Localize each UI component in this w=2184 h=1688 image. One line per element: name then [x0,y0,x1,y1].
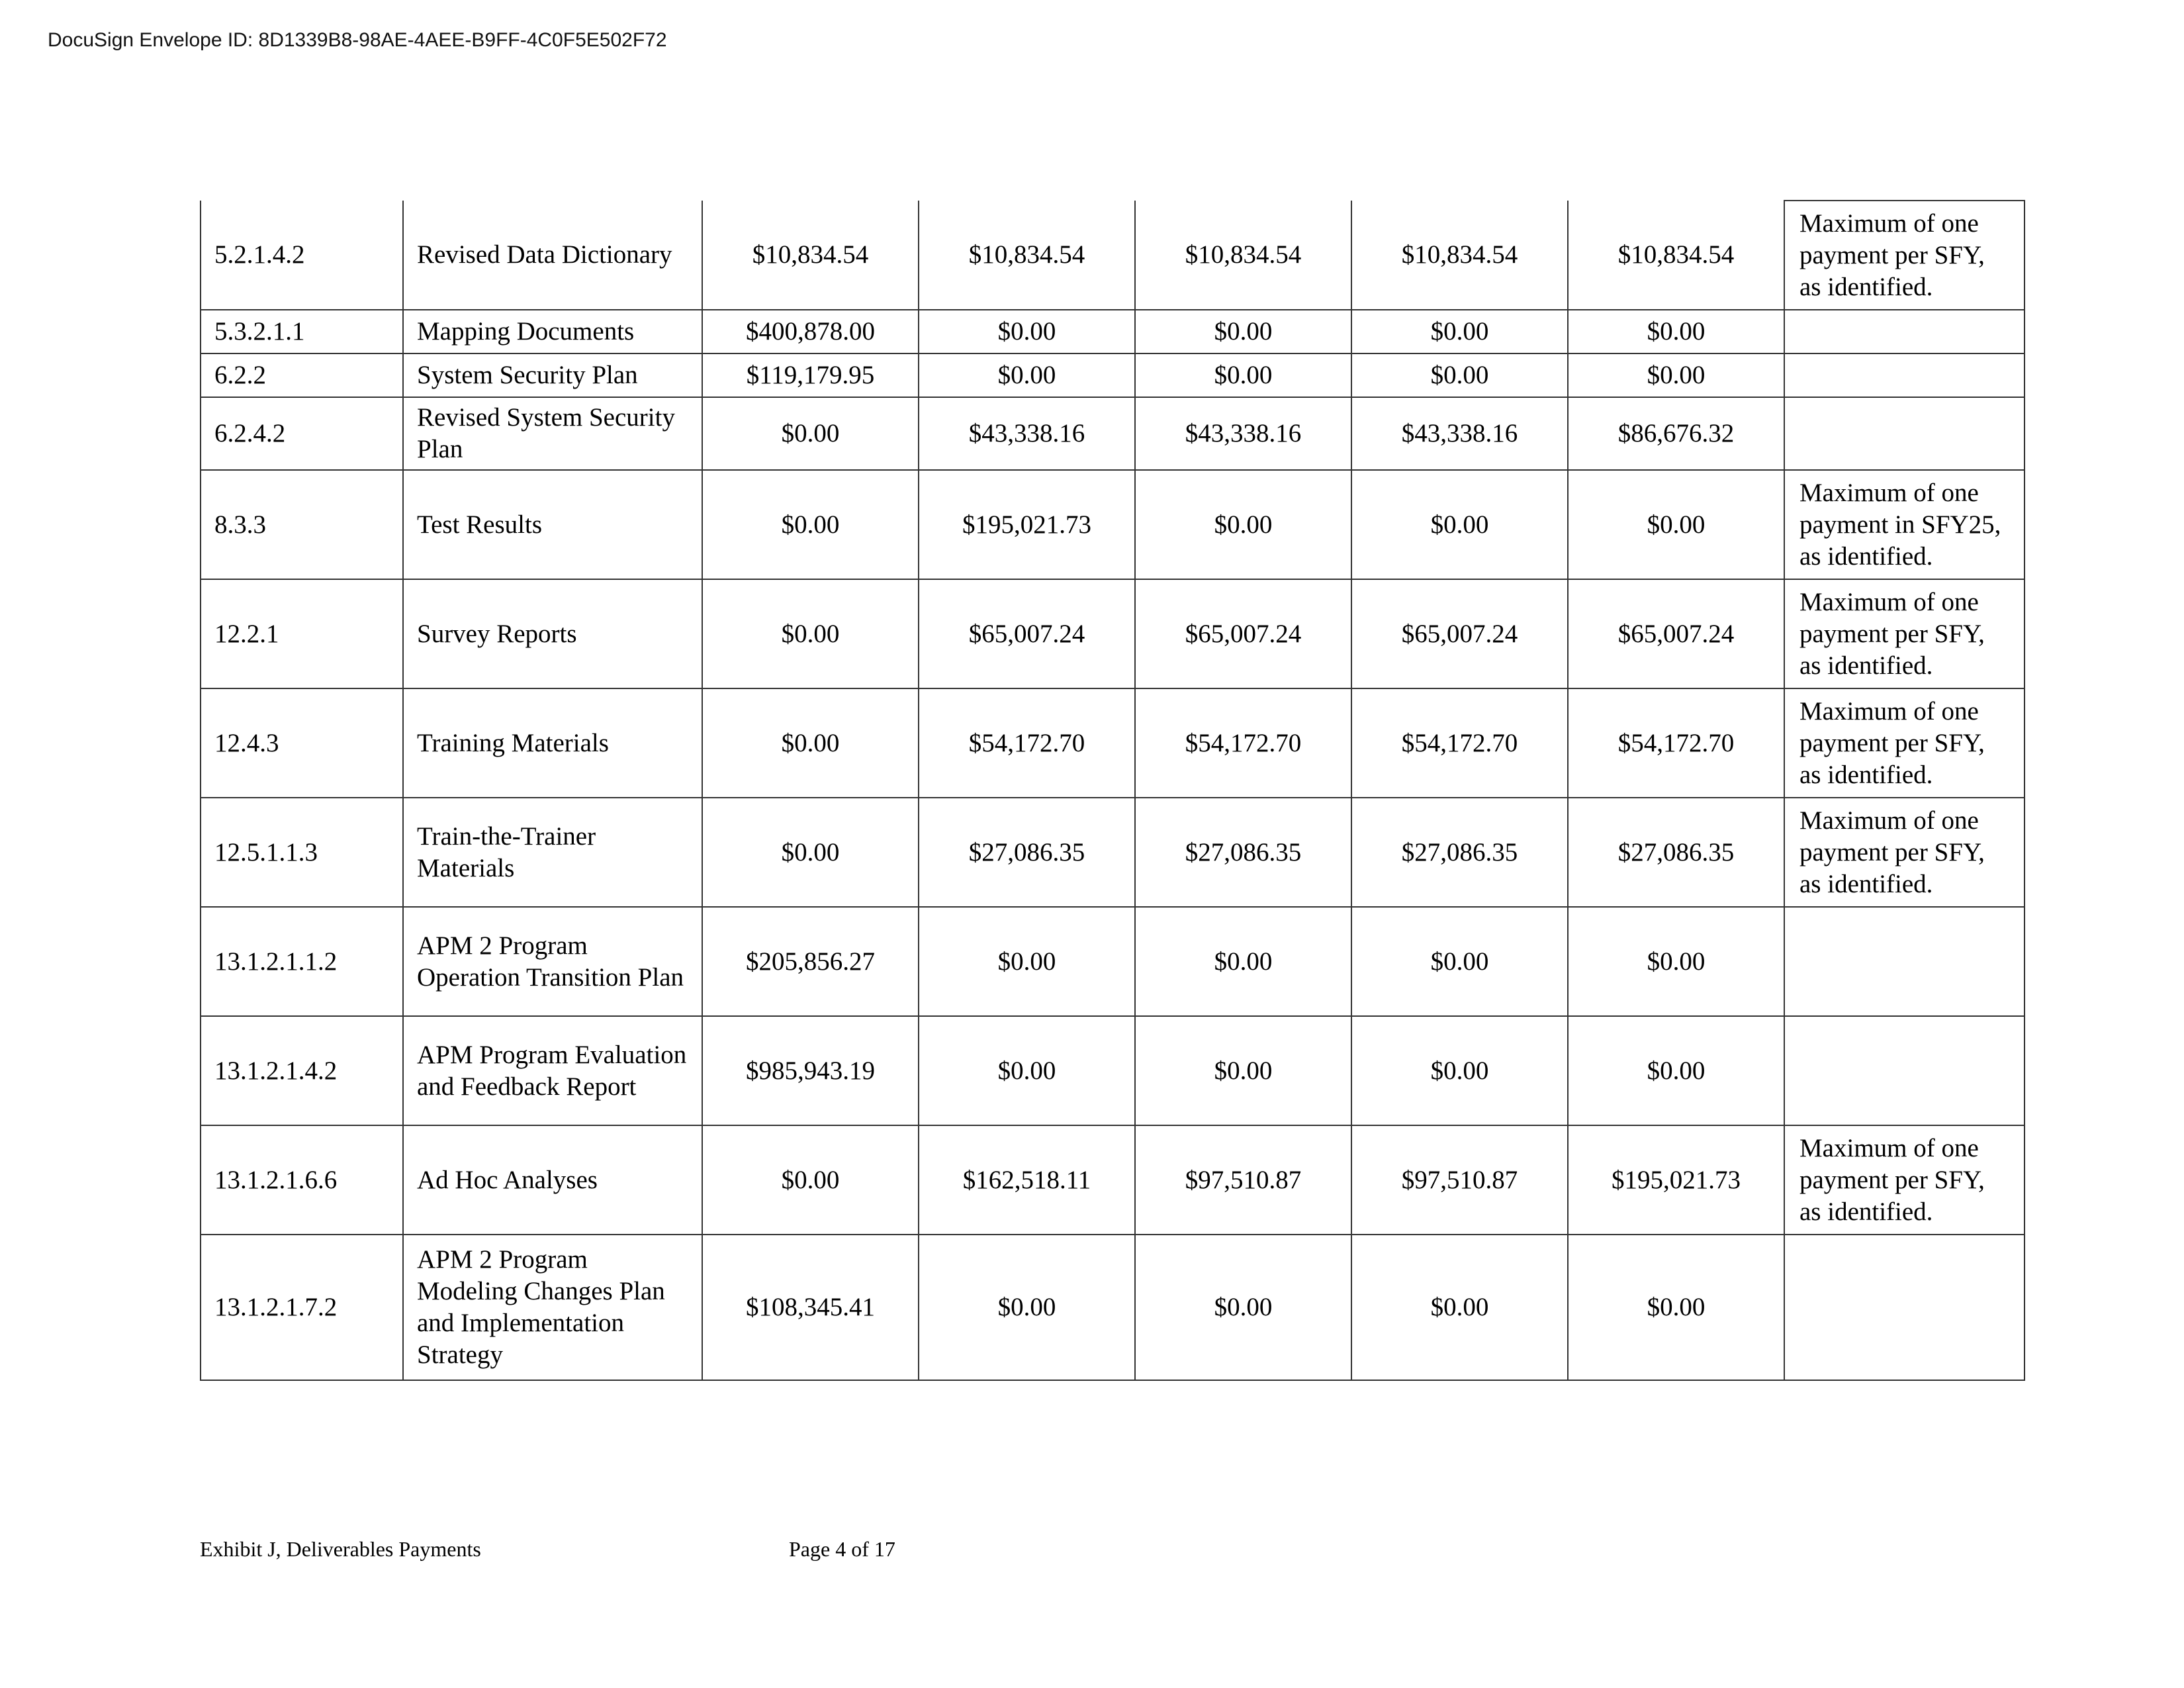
notes-cell [1784,1235,2025,1380]
table-row [201,579,2025,688]
notes-cell: Maximum of one payment per SFY, as identified. [1784,1125,2025,1235]
amount-cell: $65,007.24 [1351,579,1568,688]
deliverable-name-cell: Training Materials [403,688,702,798]
table-row [201,310,2025,353]
amount-cell: $10,834.54 [702,201,919,310]
notes-cell: Maximum of one payment per SFY, as identified. [1784,688,2025,798]
amount-cell: $0.00 [1568,353,1784,397]
footer-exhibit: Exhibit J, Deliverables Payments [200,1537,481,1561]
notes-cell [1784,907,2025,1016]
amount-cell: $195,021.73 [1568,1125,1784,1235]
amount-cell: $43,338.16 [1135,397,1351,470]
amount-cell: $0.00 [702,798,919,907]
amount-cell: $0.00 [1351,1235,1568,1380]
deliverable-id-cell: 5.3.2.1.1 [201,310,403,353]
deliverable-name-cell: Mapping Documents [403,310,702,353]
deliverable-name-cell: Test Results [403,470,702,579]
deliverable-id-cell: 5.2.1.4.2 [201,201,403,310]
amount-cell: $0.00 [702,579,919,688]
notes-cell [1784,353,2025,397]
notes-cell [1784,310,2025,353]
deliverable-name-cell: Survey Reports [403,579,702,688]
amount-cell: $0.00 [919,1016,1135,1125]
amount-cell: $0.00 [919,1235,1135,1380]
amount-cell: $97,510.87 [1135,1125,1351,1235]
amount-cell: $0.00 [1568,1016,1784,1125]
amount-cell: $0.00 [702,1125,919,1235]
deliverable-name-cell: APM Program Evaluation and Feedback Report [403,1016,702,1125]
amount-cell: $0.00 [1568,907,1784,1016]
table-body [201,201,2025,1380]
amount-cell: $0.00 [1351,310,1568,353]
amount-cell: $985,943.19 [702,1016,919,1125]
deliverable-id-cell: 13.1.2.1.6.6 [201,1125,403,1235]
deliverable-id-cell: 8.3.3 [201,470,403,579]
deliverable-name-cell: Ad Hoc Analyses [403,1125,702,1235]
deliverable-id-cell: 12.2.1 [201,579,403,688]
notes-cell: Maximum of one payment per SFY, as identified. [1784,579,2025,688]
amount-cell: $119,179.95 [702,353,919,397]
amount-cell: $205,856.27 [702,907,919,1016]
envelope-id: DocuSign Envelope ID: 8D1339B8-98AE-4AEE-B9FF-4C0F5E502F72 [48,29,667,51]
amount-cell: $97,510.87 [1351,1125,1568,1235]
deliverable-name-cell: System Security Plan [403,353,702,397]
amount-cell: $0.00 [1135,310,1351,353]
amount-cell: $86,676.32 [1568,397,1784,470]
notes-cell [1784,397,2025,470]
amount-cell: $0.00 [1568,470,1784,579]
amount-cell: $0.00 [702,470,919,579]
amount-cell: $108,345.41 [702,1235,919,1380]
amount-cell: $65,007.24 [919,579,1135,688]
amount-cell: $0.00 [702,397,919,470]
amount-cell: $27,086.35 [1568,798,1784,907]
table-row [201,688,2025,798]
amount-cell: $65,007.24 [1135,579,1351,688]
deliverable-id-cell: 13.1.2.1.1.2 [201,907,403,1016]
deliverable-id-cell: 6.2.2 [201,353,403,397]
deliverable-name-cell: APM 2 Program Modeling Changes Plan and Implementation Strategy [403,1235,702,1380]
table-row [201,201,2025,310]
table-row [201,907,2025,1016]
amount-cell: $0.00 [1351,1016,1568,1125]
notes-cell: Maximum of one payment per SFY, as identified. [1784,201,2025,310]
amount-cell: $27,086.35 [919,798,1135,907]
deliverable-name-cell: APM 2 Program Operation Transition Plan [403,907,702,1016]
notes-cell: Maximum of one payment in SFY25, as identified. [1784,470,2025,579]
amount-cell: $0.00 [1135,353,1351,397]
amount-cell: $0.00 [1568,310,1784,353]
amount-cell: $10,834.54 [1135,201,1351,310]
amount-cell: $65,007.24 [1568,579,1784,688]
amount-cell: $54,172.70 [1351,688,1568,798]
deliverable-id-cell: 12.5.1.1.3 [201,798,403,907]
amount-cell: $0.00 [1135,470,1351,579]
amount-cell: $27,086.35 [1351,798,1568,907]
table-row [201,1016,2025,1125]
table-row [201,353,2025,397]
amount-cell: $0.00 [1135,1016,1351,1125]
deliverable-id-cell: 13.1.2.1.7.2 [201,1235,403,1380]
amount-cell: $0.00 [1351,907,1568,1016]
deliverable-name-cell: Revised Data Dictionary [403,201,702,310]
table-row [201,470,2025,579]
deliverable-name-cell: Train-the-Trainer Materials [403,798,702,907]
amount-cell: $54,172.70 [1568,688,1784,798]
amount-cell: $0.00 [919,907,1135,1016]
amount-cell: $0.00 [919,353,1135,397]
notes-cell [1784,1016,2025,1125]
table-row [201,798,2025,907]
amount-cell: $0.00 [1135,907,1351,1016]
amount-cell: $27,086.35 [1135,798,1351,907]
table-row [201,1125,2025,1235]
amount-cell: $10,834.54 [919,201,1135,310]
amount-cell: $54,172.70 [1135,688,1351,798]
deliverable-id-cell: 12.4.3 [201,688,403,798]
amount-cell: $0.00 [1351,470,1568,579]
amount-cell: $54,172.70 [919,688,1135,798]
amount-cell: $0.00 [919,310,1135,353]
amount-cell: $195,021.73 [919,470,1135,579]
amount-cell: $162,518.11 [919,1125,1135,1235]
table-row [201,1235,2025,1380]
amount-cell: $43,338.16 [919,397,1135,470]
amount-cell: $43,338.16 [1351,397,1568,470]
deliverable-id-cell: 13.1.2.1.4.2 [201,1016,403,1125]
notes-cell: Maximum of one payment per SFY, as identified. [1784,798,2025,907]
footer-page-number: Page 4 of 17 [789,1537,895,1561]
amount-cell: $0.00 [1568,1235,1784,1380]
amount-cell: $0.00 [702,688,919,798]
amount-cell: $400,878.00 [702,310,919,353]
table-row [201,397,2025,470]
amount-cell: $0.00 [1135,1235,1351,1380]
amount-cell: $10,834.54 [1351,201,1568,310]
deliverable-name-cell: Revised System Security Plan [403,397,702,470]
deliverables-payment-table [200,200,2025,1381]
deliverable-id-cell: 6.2.4.2 [201,397,403,470]
amount-cell: $10,834.54 [1568,201,1784,310]
amount-cell: $0.00 [1351,353,1568,397]
